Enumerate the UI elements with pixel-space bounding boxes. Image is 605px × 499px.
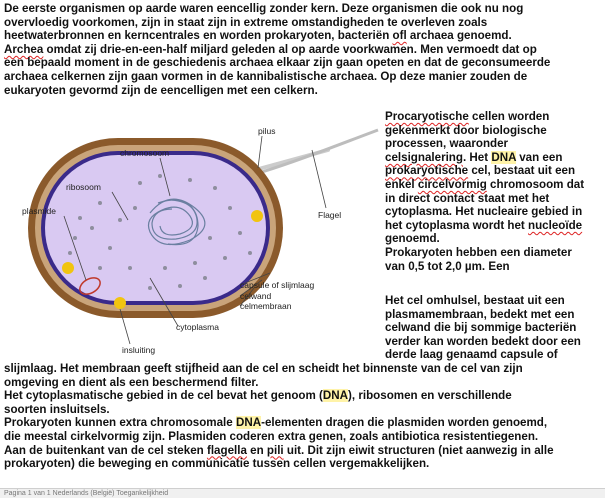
intro-line: archaea celkernen zijn gaan vormen in de kannibalistische archaea. Op deze manier zouden de [4, 69, 528, 83]
spelling-error-word[interactable]: celsignalering [385, 150, 463, 164]
intro-line: een bepaald moment in de geschiedenis archaea elkaar zijn gaan opeten en dat de geconsumeerde [4, 56, 551, 70]
text-run: Het cytoplasmatische gebied in de cel bevat het genoom ( [4, 389, 323, 403]
prokaryote-cell-diagram[interactable] [0, 108, 382, 360]
intro-text: archaea genoemd. [406, 29, 512, 43]
spelling-error-word[interactable]: pili [266, 443, 284, 457]
inclusion-shape [251, 210, 263, 222]
spelling-error-word[interactable]: Archea [4, 42, 44, 56]
text-run: van een [519, 150, 563, 164]
status-bar [0, 488, 605, 498]
text-run: -elementen dragen die plasmiden worden genoemd, [261, 416, 548, 430]
intro-line: heetwaterbronnen en kerncentrales en worden prokaryoten, bacteriën [4, 29, 393, 43]
spelling-error-word[interactable]: ofl [392, 29, 407, 43]
text-run: omgeving en dient als een beschermend filter. [4, 375, 259, 389]
spelling-error-word[interactable]: circelvormig [417, 177, 487, 191]
highlighted-word: DNA [235, 416, 262, 430]
spelling-error-word[interactable]: flagella [206, 443, 247, 457]
right-column-paragraph-1 [385, 110, 603, 273]
text-run: ), ribosomen en verschillende [348, 389, 512, 403]
inclusion-shape [62, 262, 74, 274]
label-pilus: pilus [258, 126, 276, 136]
highlighted-word: DNA [322, 389, 349, 403]
spelling-error-word[interactable]: nucleoïde [528, 218, 583, 232]
text-run: cel, bestaat uit een enkel [385, 164, 576, 191]
intro-paragraph [4, 2, 602, 97]
intro-line: De eerste organismen op aarde waren eencellig zonder kern. Deze organismen die ook nu nog [4, 2, 524, 15]
bottom-paragraph [4, 362, 602, 471]
text-run: die meestal cirkelvormig zijn. Plasmiden coderen extra genen, zoals antibiotica resistentiegenen. [4, 429, 539, 443]
intro-line: overvloedig voorkomen, zijn in staat zijn in extreme omstandigheden te overleven zoals [4, 15, 488, 29]
flagellum-shape [262, 130, 378, 172]
text-run: uit. Dit zijn eiwit structuren (niet aanwezig in alle [283, 443, 554, 457]
label-ribosome: ribosoom [66, 182, 101, 192]
label-plasmid: plasmide [22, 206, 57, 216]
text-run: slijmlaag. Het membraan geeft stijfheid aan de cel en scheidt het binnenste van de cel van zijn [4, 362, 523, 375]
label-cytoplasm: cytoplasma [176, 322, 219, 332]
intro-line: eukaryoten gevormd zijn de eencelligen met een celkern. [4, 83, 318, 97]
text-run: soorten insluitsels. [4, 402, 110, 416]
label-inclusion: insluiting [122, 345, 156, 355]
cytoplasm-shape [45, 155, 266, 301]
right-column-paragraph-2: Het cel omhulsel, bestaat uit een plasmamembraan, bedekt met een celwand die bij sommige bacteriën verder kan worden bedekt door een derde laag genaamd capsule of [385, 294, 581, 362]
text-run: genoemd. Prokaryoten hebben een diameter van 0,5 tot 2,0 µm. Een [385, 232, 572, 273]
text-run: en [246, 443, 267, 457]
spelling-error-word[interactable]: Procaryotische [385, 110, 469, 123]
text-run: prokaryoten) die beweging en communicatie tussen cellen vergemakkelijken. [4, 457, 430, 471]
text-run: chromosoom dat in direct contact staat met het cytoplasma. Het nucleaire gebied in het cytoplasma wordt het [385, 177, 585, 232]
intro-text: omdat zij drie-en-een-half miljard geleden al op aarde voorkwamen. Men vermoedt dat op [43, 42, 537, 56]
text-run: Prokaryoten kunnen extra chromosomale [4, 416, 236, 430]
text-run: cellen worden gekenmerkt door biologische processen, waaronder [385, 110, 550, 151]
inclusion-shape [114, 297, 126, 309]
spelling-error-word[interactable]: prokaryotische [385, 164, 469, 178]
highlighted-word: DNA [491, 150, 517, 164]
label-flagellum: Flagel [318, 210, 342, 220]
label-cell-membrane: celmembraan [240, 301, 292, 311]
label-capsule: capsule of slijmlaag [240, 280, 315, 290]
label-cell-wall: celwand [240, 291, 272, 301]
text-run: Aan de buitenkant van de cel steken [4, 443, 207, 457]
status-text: Pagina 1 van 1 Nederlands (België) Toegankelijkheid [4, 490, 169, 497]
text-run: . Het [462, 150, 492, 164]
label-chromosome: chromosoom [120, 148, 170, 158]
